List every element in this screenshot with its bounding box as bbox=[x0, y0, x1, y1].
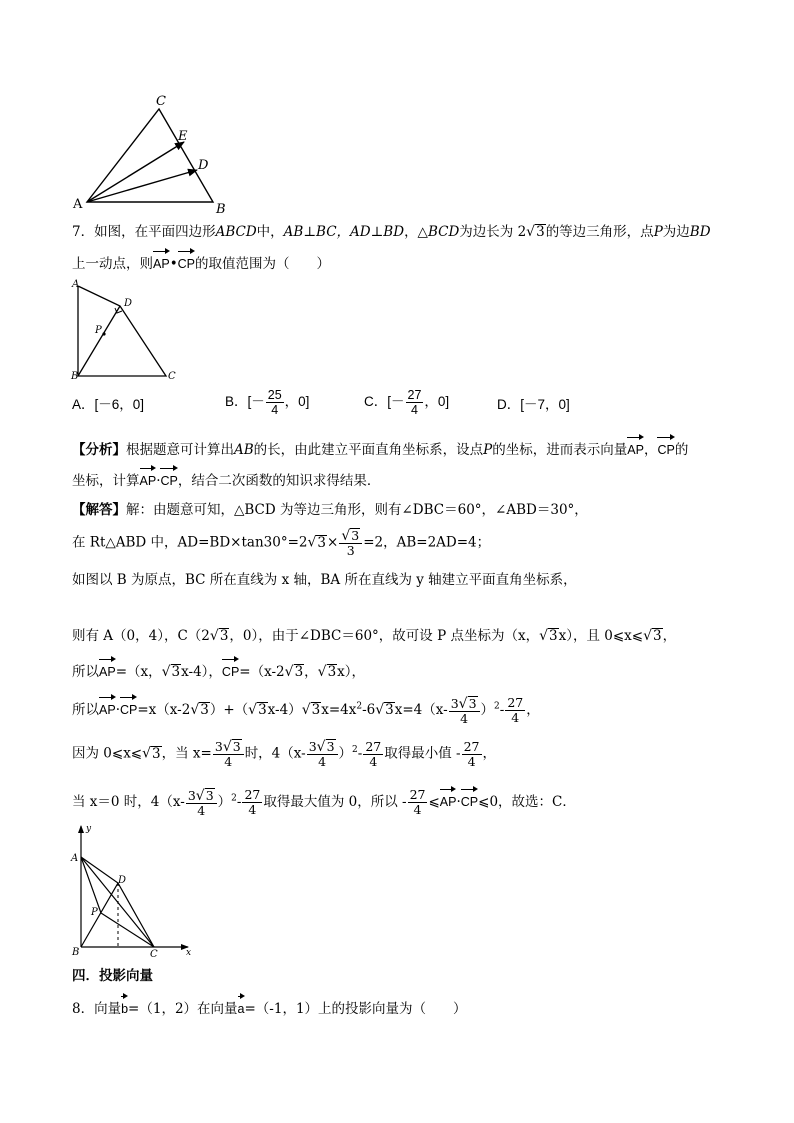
triangle-vector-figure bbox=[60, 92, 260, 217]
label-P: P bbox=[91, 907, 98, 918]
option-a[interactable]: A．[－6，0] bbox=[72, 397, 145, 412]
option-d[interactable]: D．[－7，0] bbox=[497, 397, 570, 412]
option-c[interactable]: C．[－ $\frac{27}{4}$ ，0] bbox=[364, 388, 450, 417]
vector-ap: AP bbox=[153, 248, 170, 274]
solution-line1: 【解答】解：由题意可知，△BCD 为等边三角形，则有∠DBC＝60°，∠ABD＝30°， bbox=[72, 502, 588, 518]
option-b[interactable]: B．[－ $\frac{25}{4}$ ，0] bbox=[225, 388, 310, 417]
vector-a: a bbox=[238, 993, 245, 1019]
analysis-tag: 【分析】 bbox=[72, 442, 126, 458]
solution-tag: 【解答】 bbox=[72, 502, 126, 518]
label-B: B bbox=[71, 371, 79, 382]
label-A: A bbox=[73, 197, 83, 212]
vector-b: b bbox=[121, 993, 128, 1019]
question-7-line2: 上一动点，则AP•CP的取值范围为（ ） bbox=[72, 248, 330, 274]
solution-line6: 所以$AP\cdot CP=x(x-2√3)+(√3x-4)√3x=4x^2-6√3x=4(x-$ $\frac{3√3}{4}$ ）$^2$- $\frac{27}{4}$ ， bbox=[72, 695, 540, 726]
question-8: 8．向量b=（1，2）在向量a=（-1，1）上的投影向量为（ ） bbox=[72, 993, 467, 1019]
analysis-line1: 【分析】根据题意可计算出AB的长，由此建立平面直角坐标系，设点P的坐标，进而表示向量AP，CP的 bbox=[72, 434, 688, 460]
analysis-line2: 坐标，计算AP·CP，结合二次函数的知识求得结果． bbox=[72, 465, 380, 491]
question-number: 7． bbox=[72, 224, 95, 240]
solution-line4: 则有 A（0，4），C（2√3，0），由于∠DBC＝60°，故可设 P 点坐标为（x，√3x），且 0⩽x⩽√3， bbox=[72, 628, 677, 644]
coordinate-figure bbox=[66, 820, 202, 960]
question-7-line1: 7．如图，在平面四边形ABCD中，AB⊥BC，AD⊥BD，△BCD为边长为 2√3的等边三角形，点P为边BD bbox=[72, 224, 711, 240]
solution-line7: 因为 0⩽x⩽√3，当 x= $\frac{3√3}{4}$ 时，4（x- $\frac{3√3}{4}$ ）$^2$- $\frac{27}{4}$ 取得最小值 - $\frac{27}{4}$ ， bbox=[72, 738, 497, 769]
label-B: B bbox=[216, 202, 226, 217]
label-D: D bbox=[118, 875, 127, 886]
solution-line2: 在 Rt△ABD 中，AD=BD×tan30°=2√3× $\frac{√3}{3}$ =2，AB=2AD=4； bbox=[72, 528, 491, 558]
section-title: 四．投影向量 bbox=[72, 968, 153, 984]
label-B: B bbox=[72, 947, 80, 958]
quadrilateral-figure bbox=[68, 278, 188, 386]
solution-line8: 当 x＝0 时，4（x- $\frac{3√3}{4}$ ）$^2$- $\frac{27}{4}$ 取得最大值为 0，所以 - $\frac{27}{4}$ ⩽AP·CP⩽0，故选：C． bbox=[72, 787, 576, 818]
label-C: C bbox=[168, 371, 176, 382]
solution-line5: 所以AP=（x，√3x-4），CP=（x-2√3，√3x）， bbox=[72, 656, 365, 682]
vector-cp: CP bbox=[178, 248, 195, 274]
label-A: A bbox=[72, 279, 80, 290]
label-x: x bbox=[186, 948, 192, 958]
label-C: C bbox=[156, 94, 166, 109]
solution-line3: 如图以 B 为原点，BC 所在直线为 x 轴，BA 所在直线为 y 轴建立平面直角坐标系， bbox=[72, 572, 577, 588]
label-D: D bbox=[198, 158, 209, 173]
label-C: C bbox=[150, 949, 158, 960]
label-E: E bbox=[178, 129, 188, 144]
label-A: A bbox=[71, 853, 79, 864]
label-D: D bbox=[124, 298, 133, 309]
label-P: P bbox=[95, 325, 102, 336]
label-y: y bbox=[86, 824, 92, 834]
